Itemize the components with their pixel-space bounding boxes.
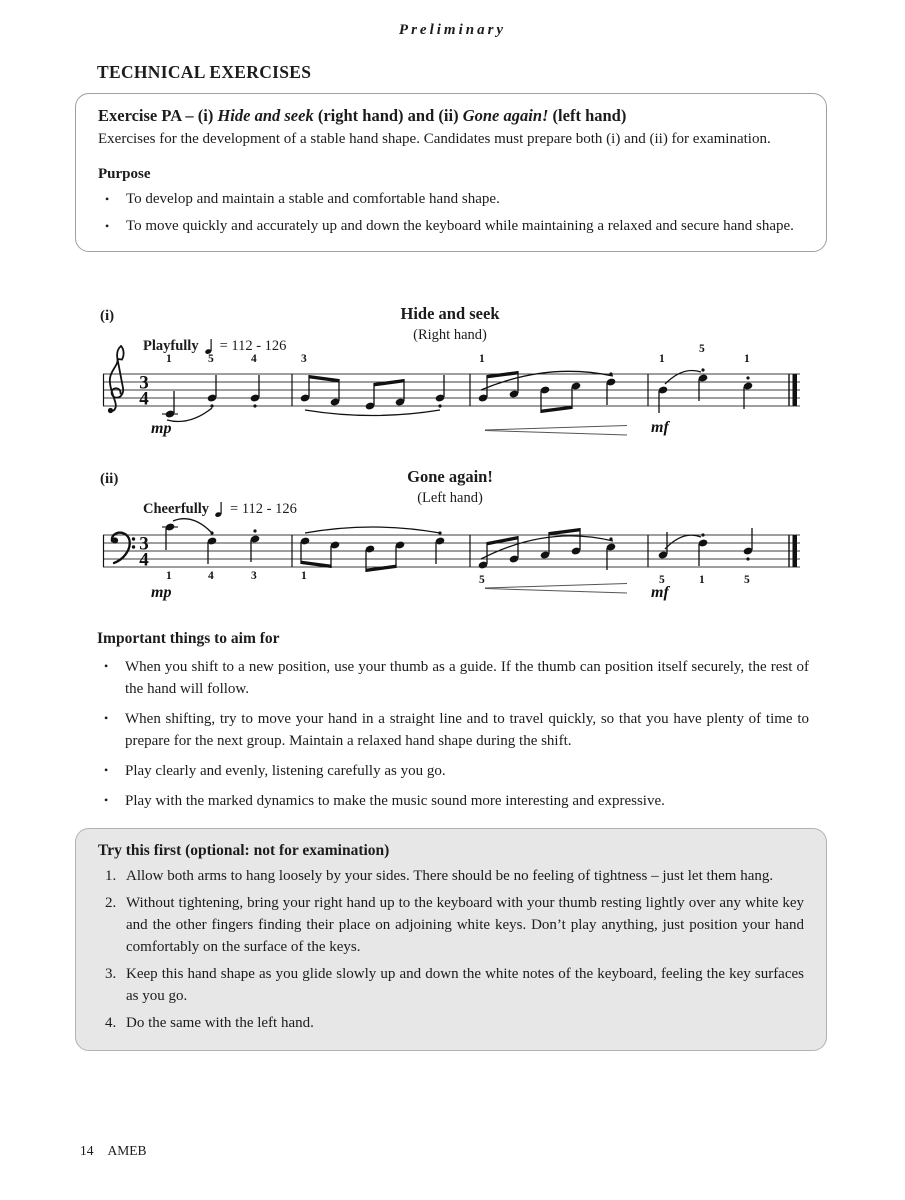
piece-title: Hide and seek bbox=[400, 304, 500, 323]
svg-text:5: 5 bbox=[208, 353, 214, 365]
tempo-word: Cheerfully bbox=[143, 500, 210, 517]
list-item bbox=[98, 1012, 804, 1034]
title-segment: Exercise PA – (i) bbox=[98, 106, 218, 125]
piece-numeral: (i) bbox=[100, 308, 115, 324]
list-item-text: Do the same with the left hand. bbox=[126, 1015, 314, 1031]
page-header-level: Preliminary bbox=[398, 22, 507, 38]
list-marker: • bbox=[104, 793, 109, 807]
svg-text:1: 1 bbox=[744, 353, 750, 365]
title-segment: (right hand) and (ii) bbox=[313, 106, 463, 125]
exercise-info-box bbox=[75, 93, 827, 252]
list-item bbox=[98, 892, 804, 958]
piece-gone-again bbox=[0, 465, 905, 625]
svg-text:5: 5 bbox=[479, 574, 485, 586]
title-segment: Gone again! bbox=[462, 106, 549, 125]
list-item-text: To develop and maintain a stable and comfortable hand shape. bbox=[126, 191, 500, 207]
svg-text:3: 3 bbox=[139, 533, 149, 555]
brand-name: AMEB bbox=[107, 1143, 147, 1158]
quarter-note-icon bbox=[215, 500, 224, 518]
tempo-range: = 112 - 126 bbox=[230, 500, 297, 517]
list-item bbox=[97, 656, 809, 700]
svg-text:3: 3 bbox=[139, 372, 149, 394]
try-step-list bbox=[98, 865, 804, 1034]
list-item bbox=[98, 189, 804, 210]
list-marker: 2. bbox=[105, 895, 117, 911]
purpose-heading: Purpose bbox=[98, 166, 151, 182]
list-marker: • bbox=[104, 763, 109, 777]
title-segment: (left hand) bbox=[548, 106, 627, 125]
list-item bbox=[98, 216, 804, 237]
treble-staff-notation bbox=[95, 337, 805, 460]
svg-text:mf: mf bbox=[651, 584, 669, 601]
list-marker: 3. bbox=[105, 966, 117, 982]
tempo-word: Playfully bbox=[143, 337, 199, 354]
svg-text:mp: mp bbox=[151, 420, 172, 437]
aim-section bbox=[97, 630, 809, 812]
list-item bbox=[97, 790, 809, 812]
svg-text:1: 1 bbox=[659, 353, 665, 365]
list-item bbox=[97, 708, 809, 752]
svg-text:4: 4 bbox=[139, 549, 149, 571]
quarter-note-icon bbox=[205, 337, 214, 355]
svg-text:1: 1 bbox=[166, 353, 172, 365]
piece-subtitle: (Right hand) bbox=[413, 327, 487, 343]
list-item-text: When you shift to a new position, use your thumb as a guide. If the thumb can position itself securely, the rest of the hand will follow. bbox=[125, 659, 809, 697]
svg-text:4: 4 bbox=[251, 353, 257, 365]
page-number: 14 bbox=[80, 1143, 94, 1158]
svg-text:5: 5 bbox=[699, 343, 705, 355]
list-item bbox=[97, 760, 809, 782]
svg-text:mf: mf bbox=[651, 419, 669, 436]
list-item-text: To move quickly and accurately up and down the keyboard while maintaining a relaxed and secure hand shape. bbox=[126, 218, 794, 234]
bass-staff-notation bbox=[95, 501, 805, 621]
list-marker: 1. bbox=[105, 868, 117, 884]
section-title: TECHNICAL EXERCISES bbox=[97, 62, 312, 82]
list-item-text: Play with the marked dynamics to make the music sound more interesting and expressive. bbox=[125, 793, 665, 809]
piece-numeral: (ii) bbox=[100, 471, 119, 487]
list-marker: • bbox=[105, 219, 110, 233]
svg-text:5: 5 bbox=[659, 574, 665, 586]
try-box-heading: Try this first (optional: not for examination) bbox=[98, 842, 390, 859]
exercise-title bbox=[98, 105, 804, 127]
tempo-marking bbox=[143, 500, 297, 518]
svg-text:4: 4 bbox=[208, 570, 214, 582]
piece-subtitle: (Left hand) bbox=[417, 490, 483, 506]
list-item bbox=[98, 865, 804, 887]
page-footer bbox=[80, 1143, 147, 1159]
aim-heading: Important things to aim for bbox=[97, 630, 280, 647]
svg-text:3: 3 bbox=[301, 353, 307, 365]
try-this-first-box bbox=[75, 828, 827, 1051]
list-item-text: When shifting, try to move your hand in a straight line and to travel quickly, so that you have plenty of time to prepare for the next group. Maintain a relaxed hand shape during the shift. bbox=[125, 711, 809, 749]
list-marker: • bbox=[104, 711, 109, 725]
list-marker: • bbox=[104, 659, 109, 673]
svg-text:4: 4 bbox=[139, 388, 149, 410]
svg-text:1: 1 bbox=[699, 574, 705, 586]
list-marker: • bbox=[105, 192, 110, 206]
tempo-marking bbox=[143, 337, 286, 355]
svg-text:3: 3 bbox=[251, 570, 257, 582]
piece-title: Gone again! bbox=[407, 467, 493, 486]
list-item-text: Allow both arms to hang loosely by your sides. There should be no feeling of tightness – just let them hang. bbox=[126, 868, 774, 884]
svg-text:5: 5 bbox=[744, 574, 750, 586]
tempo-range: = 112 - 126 bbox=[219, 337, 287, 354]
list-item bbox=[98, 963, 804, 1007]
svg-text:1: 1 bbox=[479, 353, 485, 365]
list-marker: 4. bbox=[105, 1015, 117, 1031]
list-item-text: Keep this hand shape as you glide slowly up and down the white notes of the keyboard, feeling the key surfaces as you go. bbox=[126, 966, 804, 1004]
svg-text:1: 1 bbox=[301, 570, 307, 582]
exercise-description: Exercises for the development of a stable hand shape. Candidates must prepare both (i) and (ii) for examination. bbox=[98, 131, 771, 147]
list-item-text: Play clearly and evenly, listening carefully as you go. bbox=[125, 763, 446, 779]
purpose-bullet-list bbox=[98, 189, 804, 237]
list-item-text: Without tightening, bring your right hand up to the keyboard with your thumb resting lightly over any white key and the other fingers finding their place on adjoining white keys. Don’t play anything, just position your hand comfortably on the surface of the keys. bbox=[126, 895, 804, 955]
title-segment: Hide and seek bbox=[217, 106, 314, 125]
piece-hide-and-seek bbox=[0, 302, 905, 462]
aim-bullet-list bbox=[97, 656, 809, 812]
svg-text:mp: mp bbox=[151, 584, 172, 601]
svg-text:1: 1 bbox=[166, 570, 172, 582]
